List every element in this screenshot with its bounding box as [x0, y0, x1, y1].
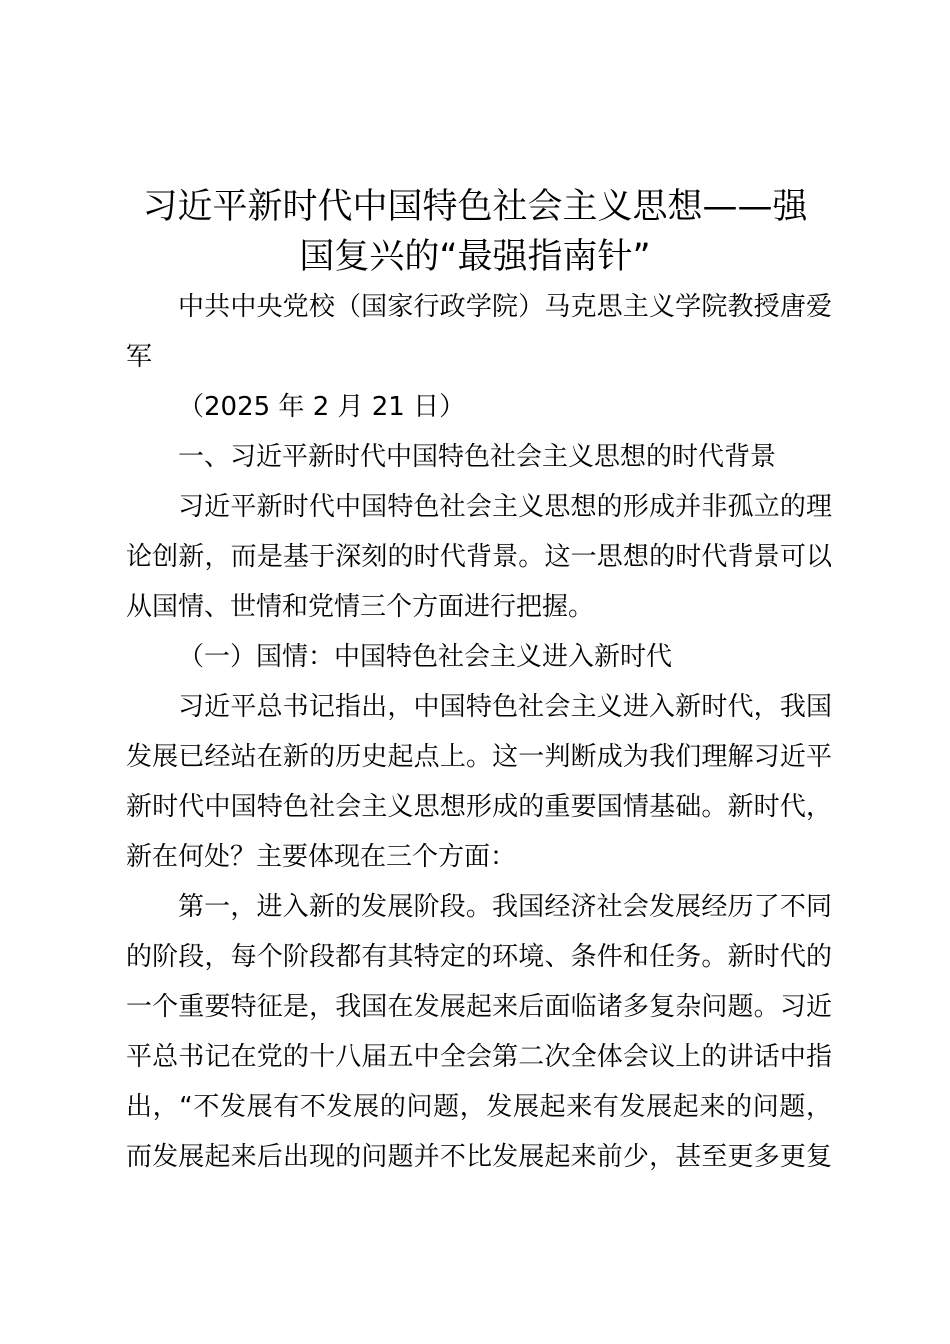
paragraph-2 — [126, 682, 832, 882]
paragraph-3-line-5: 出，“不发展有不发展的问题，发展起来有发展起来的问题， — [126, 1092, 832, 1122]
paragraph-1 — [126, 482, 832, 632]
paragraph-1-line-2: 论创新，而是基于深刻的时代背景。这一思想的时代背景可以 — [126, 542, 832, 572]
date-text: （2025 年 2 月 21 日） — [178, 392, 466, 422]
document-title-line-2: 国复兴的“最强指南针” — [299, 237, 651, 277]
paragraph-2-line-1: 习近平总书记指出，中国特色社会主义进入新时代，我国 — [178, 692, 832, 722]
paragraph-3-line-4: 平总书记在党的十八届五中全会第二次全体会议上的讲话中指 — [126, 1042, 832, 1072]
subsection-heading-text: （一）国情：中国特色社会主义进入新时代 — [178, 642, 673, 672]
paragraph-2-line-3: 新时代中国特色社会主义思想形成的重要国情基础。新时代， — [126, 792, 832, 822]
paragraph-1-line-3: 从国情、世情和党情三个方面进行把握。 — [126, 592, 595, 622]
paragraph-3-line-3: 一个重要特征是，我国在发展起来后面临诸多复杂问题。习近 — [126, 992, 832, 1022]
author-line — [126, 282, 832, 382]
date-line — [126, 382, 832, 432]
paragraph-2-line-2: 发展已经站在新的历史起点上。这一判断成为我们理解习近平 — [126, 742, 832, 772]
subsection-heading — [126, 632, 832, 682]
paragraph-1-line-1: 习近平新时代中国特色社会主义思想的形成并非孤立的理 — [178, 492, 832, 522]
author-text-line-2: 军 — [126, 342, 153, 372]
paragraph-2-line-4: 新在何处？主要体现在三个方面： — [126, 842, 517, 872]
paragraph-3-line-1: 第一，进入新的发展阶段。我国经济社会发展经历了不同 — [178, 892, 832, 922]
paragraph-3-line-6: 而发展起来后出现的问题并不比发展起来前少，甚至更多更复 — [126, 1142, 832, 1172]
paragraph-3 — [126, 882, 832, 1182]
document-title-line-1: 习近平新时代中国特色社会主义思想——强 — [142, 187, 808, 227]
paragraph-3-line-2: 的阶段，每个阶段都有其特定的环境、条件和任务。新时代的 — [126, 942, 832, 972]
section-heading — [126, 432, 832, 482]
author-text-line-1: 中共中央党校（国家行政学院）马克思主义学院教授唐爱 — [178, 292, 832, 322]
section-heading-text: 一、习近平新时代中国特色社会主义思想的时代背景 — [178, 442, 777, 472]
